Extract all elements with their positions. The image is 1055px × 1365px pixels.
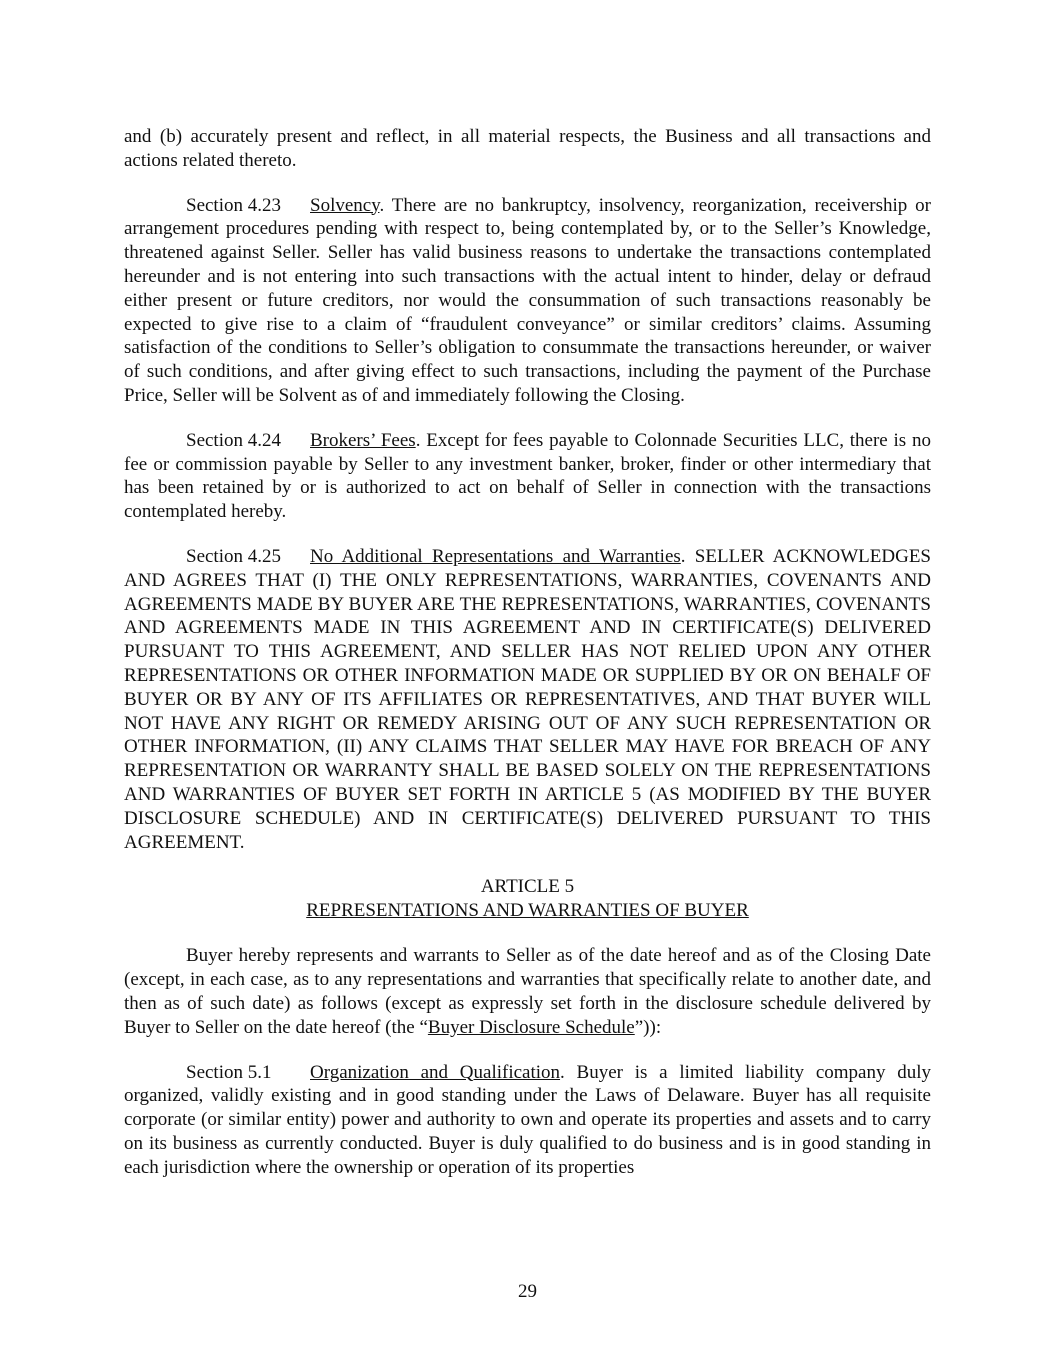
section-title: Brokers’ Fees <box>310 429 416 451</box>
section-4-25 <box>124 545 931 854</box>
intro-closing: ”)): <box>634 1016 662 1038</box>
section-5-1 <box>124 1061 931 1180</box>
section-body: . SELLER ACKNOWLEDGES AND AGREES THAT (I) THE ONLY REPRESENTATIONS, WARRANTIES, COVENANTS AND AGREEMENTS MADE BY BUYER ARE THE REPRESENTATIONS, WARRANTIES, COVENANTS AND AGREEMENTS MADE IN THIS AGREEMENT AND IN CERTIFICATE(S) DELIVERED PURSUANT TO THIS AGREEMENT, AND SELLER HAS NOT RELIED UPON ANY OTHER REPRESENTATIONS OR OTHER INFORMATION MADE OR SUPPLIED BY OR ON BEHALF OF BUYER OR BY ANY OF ITS AFFILIATES OR REPRESENTATIVES, AND THAT BUYER WILL NOT HAVE ANY RIGHT OR REMEDY ARISING OUT OF ANY SUCH REPRESENTATION OR OTHER INFORMATION, (II) ANY CLAIMS THAT SELLER MAY HAVE FOR BREACH OF ANY REPRESENTATION OR WARRANTY SHALL BE BASED SOLELY ON THE REPRESENTATIONS AND WARRANTIES OF BUYER SET FORTH IN ARTICLE 5 (AS MODIFIED BY THE BUYER DISCLOSURE SCHEDULE) AND IN CERTIFICATE(S) DELIVERED PURSUANT TO THIS AGREEMENT. <box>124 545 931 853</box>
section-title: Solvency <box>310 194 380 216</box>
article-title: REPRESENTATIONS AND WARRANTIES OF BUYER <box>306 900 749 922</box>
document-page <box>124 125 931 1200</box>
section-4-23 <box>124 194 931 408</box>
article-number: ARTICLE 5 <box>480 876 575 898</box>
section-body: . Except for fees payable to Colonnade Securities LLC, there is no fee or commission payable by Seller to any investment banker, broker, finder or other intermediary that has been retained by or is authorized to act on behalf of Seller in connection with the transactions contemplated hereby. <box>124 429 931 523</box>
section-number: Section 5.1 <box>186 1061 272 1083</box>
continuation-paragraph: and (b) accurately present and reflect, in all material respects, the Business and all transactions and actions related thereto. <box>124 126 931 171</box>
section-4-24 <box>124 429 931 524</box>
section-body: . Buyer is a limited liability company duly organized, validly existing and in good standing under the Laws of Delaware. Buyer has all requisite corporate (or similar entity) power and authority to own and operate its properties and assets and to carry on its business as currently conducted. Buyer is duly qualified to do business and is in good standing in each jurisdiction where the ownership or operation of its properties <box>124 1061 932 1178</box>
intro-text: Buyer hereby represents and warrants to Seller as of the date hereof and as of the Closing Date (except, in each case, as to any representations and warranties that specifically relate to another date, and then as of such date) as follows (except as expressly set forth in the disclosure schedule delivered by Buyer to Seller on the date hereof (the “ <box>124 945 931 1038</box>
section-body: . There are no bankruptcy, insolvency, reorganization, receivership or arrangement procedures pending with respect to, being contemplated by, or to the Seller’s Knowledge, threatened against Seller. Seller has valid business reasons to undertake the transactions contemplated hereunder and is not entering into such transactions with the actual intent to hinder, delay or defraud either present or future creditors, nor would the consummation of such transactions reasonably be expected to give rise to a claim of “fraudulent conveyance” or similar creditors’ claims. Assuming satisfaction of the conditions to Seller’s obligation to consummate the transactions hereunder, or waiver of such conditions, and after giving effect to such transactions, including the payment of the Purchase Price, Seller will be Solvent as of and immediately following the Closing. <box>124 194 931 406</box>
section-title: No Additional Representations and Warranties <box>310 545 681 567</box>
section-number: Section 4.23 <box>186 194 281 216</box>
article-intro-paragraph <box>124 944 931 1039</box>
article-heading <box>124 875 931 923</box>
section-title: Organization and Qualification <box>310 1061 561 1083</box>
defined-term: Buyer Disclosure Schedule <box>427 1016 635 1038</box>
section-number: Section 4.25 <box>186 545 281 567</box>
section-number: Section 4.24 <box>186 429 281 451</box>
page-number: 29 <box>518 1281 537 1302</box>
